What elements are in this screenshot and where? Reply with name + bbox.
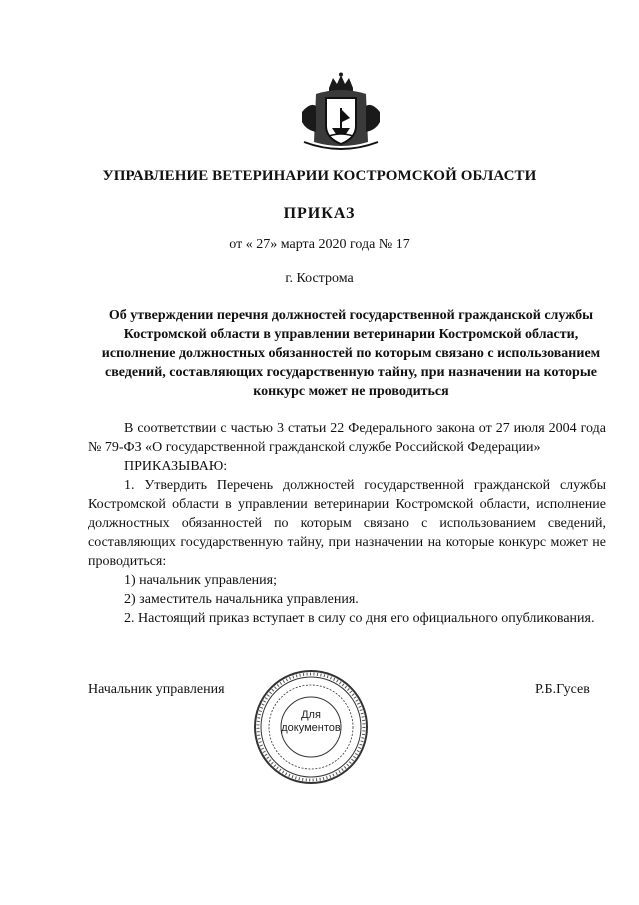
stamp-label-line-2: документов [281,722,341,734]
order-word: ПРИКАЗЫВАЮ: [124,459,228,474]
coat-of-arms-icon [296,72,386,152]
signer-name: Р.Б.Гусев [535,682,590,697]
document-city: г. Кострома [285,271,354,286]
organization-title: УПРАВЛЕНИЕ ВЕТЕРИНАРИИ КОСТРОМСКОЙ ОБЛАСТИ [102,168,537,184]
stamp-label [276,709,346,735]
preamble-paragraph: В соответствии с частью 3 статьи 22 Федерального закона от 27 июля 2004 года № 79-ФЗ «О государственной гражданской службе Российской Федерации» [88,421,606,455]
document-type: ПРИКАЗ [283,205,356,222]
order-item-1-sub-1: 1) начальник управления; [124,573,277,588]
order-item-2: 2. Настоящий приказ вступает в силу со дня его официального опубликования. [124,611,595,626]
order-item-1-sub-2: 2) заместитель начальника управления. [124,592,359,607]
document-subject: Об утверждении перечня должностей государственной гражданской службы Костромской области в управлении ветеринарии Костромской области, исполнение должностных обязанностей по которым связано с использованием сведений, составляющих государственную тайну, при назначении на которые конкурс может не проводиться [101,308,601,399]
order-item-1: 1. Утвердить Перечень должностей государственной гражданской службы Костромской области в управлении ветеринарии Костромской области, исполнение должностных обязанностей по которым связано с использованием сведений, составляющих государственную тайну, при назначении на которые конкурс может не проводиться: [88,478,606,569]
signer-role: Начальник управления [88,682,225,697]
document-body [88,419,606,628]
document-date-number: от « 27» марта 2020 года № 17 [229,237,410,252]
stamp-label-line-1: Для [301,709,321,721]
